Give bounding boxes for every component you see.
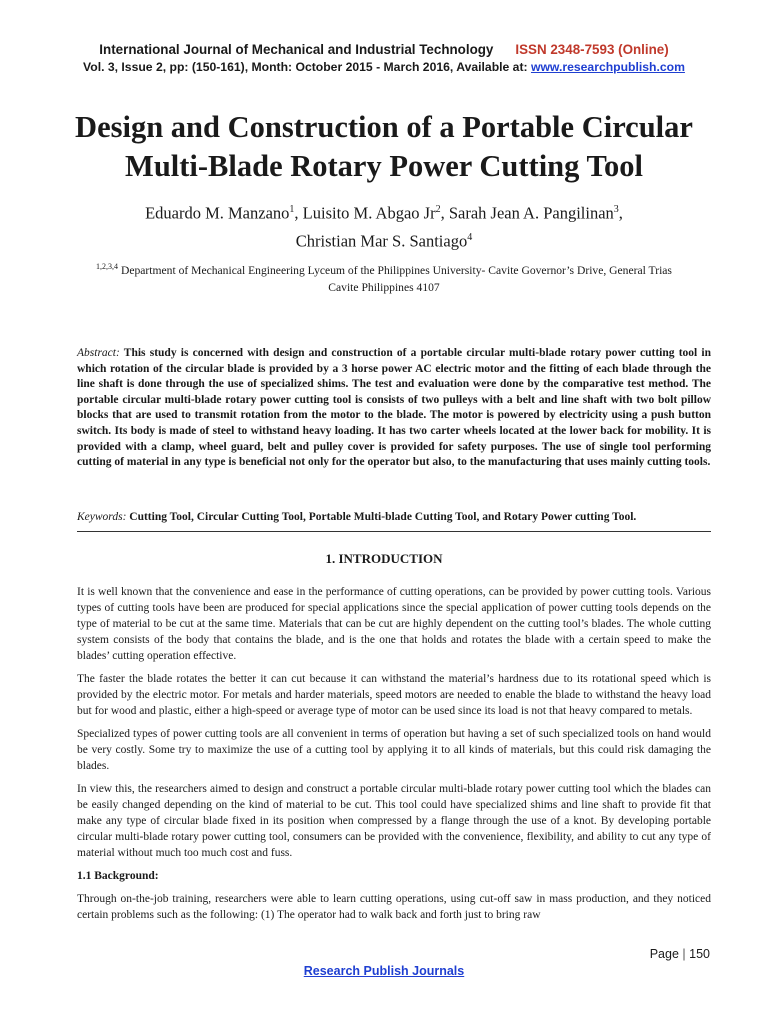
page-number-value: 150 <box>689 947 710 961</box>
abstract-text: This study is concerned with design and construction of a portable circular multi-blade rotary power cutting tool in which rotation of the circular blade is provided by a 3 horse power AC electric motor and the fitting of each blade through the line shaft is done through the use of specialized shims. The test and evaluation were done by the comparative test method. The portable circular multi-blade rotary power cutting tool is consists of two pulleys with a belt and line shaft with two bolt pillow blocks that are used to transmit rotation from the motor to the blade. The motor is powered by electricity using a push button switch. Its body is made of steel to withstand heavy loading. It has two carter wheels located at the lower back for mobility. It is provided with a clamp, wheel guard, belt and pulley cover is provided for safety purposes. The use of single tool performing cutting of material in any type is beneficial not only for the operator but also, to the manufacturing that uses mainly cutting tools. <box>77 347 711 469</box>
paragraph: Specialized types of power cutting tools are all convenient in terms of operation but having a set of such specialized tools on hand would be very costly. Some try to maximize the use of a cutting tool by applying it to all kinds of materials, but this could risk damaging the blades. <box>77 728 711 772</box>
author-sup: 2 <box>435 204 441 215</box>
author-name: Luisito M. Abgao Jr <box>302 203 436 223</box>
title-line-2: Multi-Blade Rotary Power Cutting Tool <box>125 149 643 183</box>
abstract-label: Abstract: <box>77 347 120 359</box>
body-text <box>77 584 711 930</box>
author-list: Eduardo M. Manzano$^1$, Luisito M. Abgao Jr$^2$, Sarah Jean A. Pangilinan$^3$, Christian Mar S. Santiago$^4$ <box>145 203 623 250</box>
affiliation-sup: 1,2,3,4 <box>96 262 119 271</box>
paragraph: Through on-the-job training, researchers were able to learn cutting operations, using cut-off saw in mass production, and they noticed certain problems such as the following: (1) The operator had to walk back and forth just to bring raw <box>77 893 711 921</box>
journal-url-link[interactable]: www.researchpublish.com <box>530 60 685 74</box>
keywords <box>77 510 711 526</box>
abstract <box>77 346 711 471</box>
footer-link[interactable]: Research Publish Journals <box>303 964 465 978</box>
affiliation <box>80 258 688 296</box>
author-sup: 1 <box>289 204 295 215</box>
author-name: Eduardo M. Manzano <box>145 203 290 223</box>
page-label: Page <box>649 947 679 961</box>
section-divider <box>77 531 711 532</box>
affiliation-text: Department of Mechanical Engineering Lyceum of the Philippines University- Cavite Governor’s Drive, General Trias Cavite Philippines 4107 <box>120 263 672 294</box>
volume-text: Vol. 3, Issue 2, pp: (150-161), Month: October 2015 - March 2016, Available at: <box>83 60 531 74</box>
page-number: Page | 150 <box>649 947 710 961</box>
paragraph: In view this, the researchers aimed to design and construct a portable circular multi-blade rotary power cutting tool which the blades can be easily changed depending on the kind of material to be cut. This tool could have specialized shims and line shaft to provide fit that make any type of circular blade fixed in its position when compressed by a flange through the use of a knot. By developing portable circular multi-blade rotary power cutting tool, consumers can be provided with the convenience, flexibility, and ability to cut any type of material without much too much cost and fuss. <box>77 783 711 859</box>
paragraph: The faster the blade rotates the better it can cut because it can withstand the material’s hardness due to its rotational speed which is provided by the electric motor. For metals and harder materials, speed motors are needed to enable the blade to withstand the heavy load but for wood and plastic, either a high-speed or average type of motor can be used since its load is not that heavy compared to metals. <box>77 673 711 717</box>
section-heading: 1. INTRODUCTION <box>325 551 443 566</box>
author-name: Christian Mar S. Santiago <box>295 231 468 250</box>
author-name: Sarah Jean A. Pangilinan <box>448 203 614 223</box>
author-sup: 3 <box>613 204 619 215</box>
journal-header <box>0 42 768 57</box>
keywords-label: Keywords: <box>77 511 127 523</box>
paragraph: It is well known that the convenience and ease in the performance of cutting operations, can be provided by power cutting tools. Various types of cutting tools have been are produced for special applications since the special application of power cutting tools depends on the type of material to be cut at the same time. Materials that can be cut are highly dependent on the cutting tool’s blades. The whole cutting system consists of the body that contains the blade, and is the one that holds and rotates the blade with a certain speed to make the blades’ cutting operation effective. <box>77 586 711 662</box>
volume-line <box>0 60 768 74</box>
keywords-text: Cutting Tool, Circular Cutting Tool, Portable Multi-blade Cutting Tool, and Rotary Power cutting Tool. <box>129 511 637 523</box>
title-line-1: Design and Construction of a Portable Circular <box>75 110 693 144</box>
journal-name: International Journal of Mechanical and Industrial Technology <box>99 42 494 57</box>
subsection-heading: 1.1 Background: <box>77 870 159 882</box>
author-sup: 4 <box>467 231 473 243</box>
issn: ISSN 2348-7593 (Online) <box>515 42 669 57</box>
paper-title <box>40 108 728 186</box>
